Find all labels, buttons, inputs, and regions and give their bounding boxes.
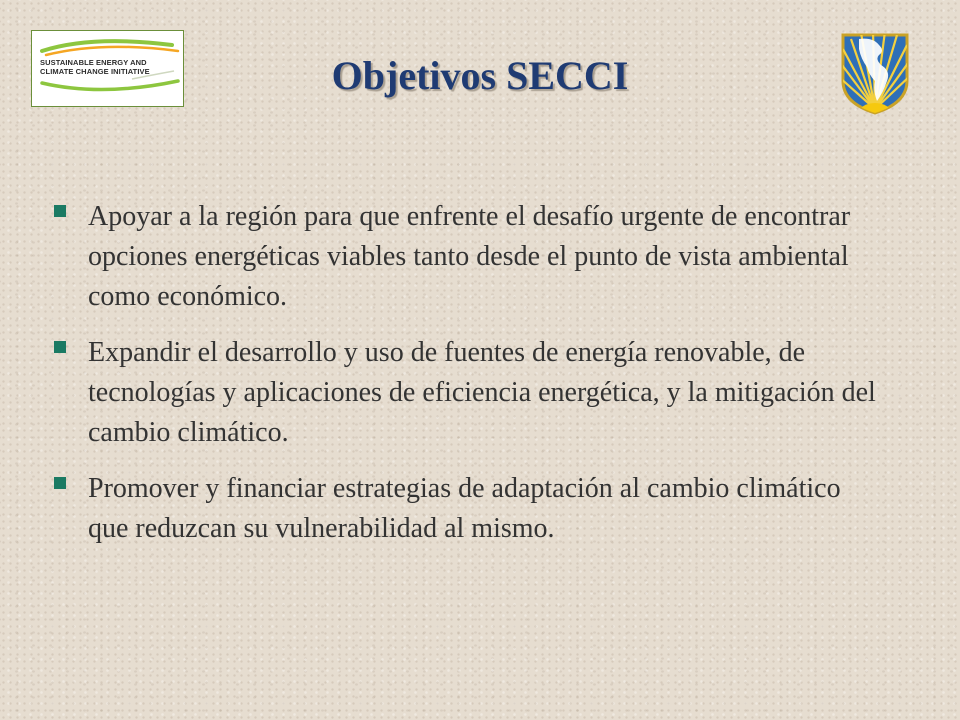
list-item xyxy=(52,197,882,317)
logo-text-line1: SUSTAINABLE ENERGY AND xyxy=(40,58,147,67)
list-item xyxy=(52,469,882,549)
slide-title: Objetivos SECCI xyxy=(331,53,629,98)
americas-sun-shield-icon xyxy=(839,31,911,115)
logo-text-line2: CLIMATE CHANGE INITIATIVE xyxy=(40,67,150,76)
square-bullet-icon xyxy=(54,341,66,353)
square-bullet-icon xyxy=(54,205,66,217)
list-item-text: Promover y financiar estrategias de adaptación al cambio climático que reduzcan su vulnerabilidad al mismo. xyxy=(88,473,841,544)
list-item xyxy=(52,333,882,453)
square-bullet-icon xyxy=(54,477,66,489)
list-item-text: Expandir el desarrollo y uso de fuentes de energía renovable, de tecnologías y aplicaciones de eficiencia energética, y la mitigación del cambio climático. xyxy=(88,337,876,448)
objectives-list xyxy=(52,197,882,565)
list-item-text: Apoyar a la región para que enfrente el desafío urgente de encontrar opciones energéticas viables tanto desde el punto de vista ambiental como económico. xyxy=(88,201,851,312)
